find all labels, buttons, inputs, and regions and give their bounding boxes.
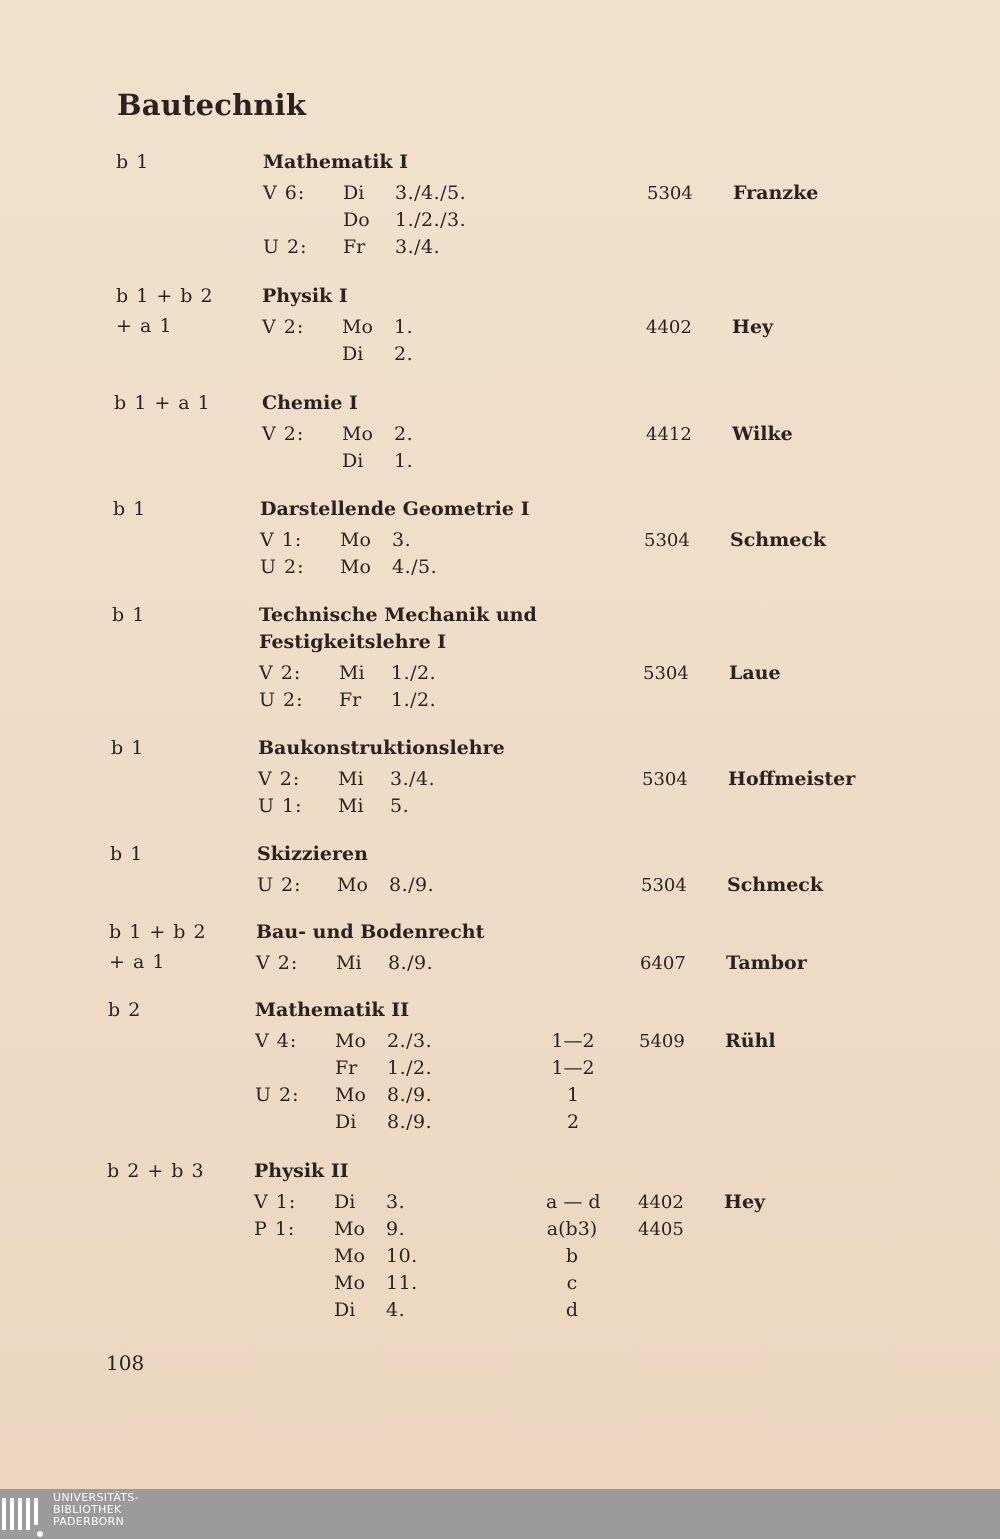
student-group: b 1 xyxy=(113,498,147,520)
room-number: 5304 xyxy=(642,769,688,790)
room-number: 6407 xyxy=(640,953,686,974)
weekday: Mo xyxy=(342,316,373,338)
weekday: Do xyxy=(343,209,370,231)
hour-slots: 1./2. xyxy=(387,1057,433,1079)
course-title: Darstellende Geometrie I xyxy=(260,498,530,520)
student-group: b 2 xyxy=(108,999,142,1021)
hour-slots: 8./9. xyxy=(387,1084,433,1106)
schedule-row xyxy=(262,314,1000,341)
room-number: 5409 xyxy=(639,1031,685,1052)
library-name xyxy=(53,1492,139,1528)
hour-slots: 8./9. xyxy=(388,952,434,974)
weekday: Fr xyxy=(343,236,366,258)
hour-slots: 8./9. xyxy=(387,1111,433,1133)
session-type: P 1: xyxy=(254,1218,296,1240)
library-name-line-1: UNIVERSITÄTS- xyxy=(53,1491,139,1504)
weekday: Mo xyxy=(342,423,373,445)
schedule-row xyxy=(260,554,1000,581)
lecturer-name: Hey xyxy=(724,1191,766,1213)
schedule-row xyxy=(255,1109,1000,1136)
student-group: + a 1 xyxy=(116,315,173,337)
course-title: Skizzieren xyxy=(257,843,368,865)
session-type: V 1: xyxy=(254,1191,297,1213)
student-group: b 1 xyxy=(116,151,150,173)
page-number: 108 xyxy=(106,1351,145,1375)
group-code: d xyxy=(565,1299,579,1321)
session-type: U 2: xyxy=(257,874,302,896)
student-group: b 1 + b 2 xyxy=(116,285,214,307)
weekday: Mi xyxy=(338,768,364,790)
lecturer-name: Schmeck xyxy=(727,874,824,896)
room-number: 5304 xyxy=(643,663,689,684)
course-title: Mathematik I xyxy=(263,151,409,173)
schedule-row xyxy=(258,766,1000,793)
group-code: 1 xyxy=(566,1084,580,1106)
hour-slots: 3./4. xyxy=(395,236,441,258)
library-footer xyxy=(0,1489,1000,1539)
course-title: Physik I xyxy=(262,285,348,307)
lecturer-name: Tambor xyxy=(726,952,807,974)
hour-slots: 3. xyxy=(386,1191,406,1213)
lecturer-name: Wilke xyxy=(732,423,793,445)
session-type: U 2: xyxy=(260,556,305,578)
hour-slots: 4./5. xyxy=(392,556,438,578)
hour-slots: 2. xyxy=(394,343,414,365)
weekday: Di xyxy=(342,450,364,472)
weekday: Mo xyxy=(340,529,371,551)
schedule-row xyxy=(254,1297,1000,1324)
session-type: U 2: xyxy=(259,689,304,711)
schedule-row xyxy=(260,527,1000,554)
lecturer-name: Schmeck xyxy=(730,529,827,551)
schedule-row xyxy=(255,1082,1000,1109)
hour-slots: 1./2./3. xyxy=(395,209,467,231)
hour-slots: 1./2. xyxy=(391,662,437,684)
library-name-line-3: PADERBORN xyxy=(53,1515,125,1528)
schedule-row xyxy=(257,872,1000,899)
weekday: Di xyxy=(343,182,365,204)
group-code: b xyxy=(565,1245,579,1267)
group-code: a(b3) xyxy=(546,1218,598,1240)
schedule-row xyxy=(262,341,1000,368)
student-group: b 1 + a 1 xyxy=(114,392,211,414)
schedule-row xyxy=(254,1216,1000,1243)
room-number: 4402 xyxy=(638,1192,684,1213)
hour-slots: 1./2. xyxy=(391,689,437,711)
weekday: Di xyxy=(334,1299,356,1321)
schedule-row xyxy=(255,1055,1000,1082)
lecturer-name: Hoffmeister xyxy=(728,768,856,790)
schedule-row xyxy=(263,207,1000,234)
weekday: Mi xyxy=(339,662,365,684)
group-code: c xyxy=(566,1272,578,1294)
session-type: V 2: xyxy=(259,662,302,684)
student-group: b 1 xyxy=(111,737,145,759)
hour-slots: 11. xyxy=(386,1272,418,1294)
group-code: 2 xyxy=(566,1111,580,1133)
student-group: b 1 xyxy=(110,843,144,865)
lecturer-name: Hey xyxy=(732,316,774,338)
room-number: 4412 xyxy=(646,424,692,445)
room-number: 5304 xyxy=(641,875,687,896)
course-title: Festigkeitslehre I xyxy=(259,631,447,653)
weekday: Mo xyxy=(340,556,371,578)
room-number: 4405 xyxy=(638,1219,684,1240)
weekday: Mo xyxy=(334,1272,365,1294)
library-logo-icon xyxy=(0,1489,48,1539)
student-group: b 1 + b 2 xyxy=(109,921,207,943)
hour-slots: 5. xyxy=(390,795,410,817)
session-type: U 2: xyxy=(255,1084,300,1106)
hour-slots: 10. xyxy=(386,1245,418,1267)
room-number: 4402 xyxy=(646,317,692,338)
weekday: Mo xyxy=(334,1218,365,1240)
course-title: Technische Mechanik und xyxy=(259,604,537,626)
hour-slots: 3. xyxy=(392,529,412,551)
session-type: V 1: xyxy=(260,529,303,551)
hour-slots: 9. xyxy=(386,1218,406,1240)
hour-slots: 8./9. xyxy=(389,874,435,896)
session-type: V 2: xyxy=(256,952,299,974)
page-title: Bautechnik xyxy=(117,88,307,122)
session-type: V 2: xyxy=(258,768,301,790)
hour-slots: 1. xyxy=(394,316,414,338)
session-type: V 2: xyxy=(262,316,305,338)
schedule-row xyxy=(263,234,1000,261)
weekday: Fr xyxy=(339,689,362,711)
session-type: V 4: xyxy=(255,1030,298,1052)
weekday: Mi xyxy=(338,795,364,817)
session-type: U 2: xyxy=(263,236,308,258)
weekday: Mo xyxy=(335,1084,366,1106)
session-type: V 2: xyxy=(262,423,305,445)
course-title: Mathematik II xyxy=(255,999,409,1021)
hour-slots: 4. xyxy=(386,1299,406,1321)
room-number: 5304 xyxy=(644,530,690,551)
schedule-row xyxy=(263,180,1000,207)
course-title: Chemie I xyxy=(262,392,358,414)
hour-slots: 2./3. xyxy=(387,1030,433,1052)
schedule-row xyxy=(256,950,1000,977)
library-name-line-2: BIBLIOTHEK xyxy=(53,1503,122,1516)
lecturer-name: Rühl xyxy=(725,1030,776,1052)
schedule-row xyxy=(254,1243,1000,1270)
schedule-row xyxy=(258,793,1000,820)
group-code: a — d xyxy=(546,1191,601,1213)
hour-slots: 3./4./5. xyxy=(395,182,467,204)
session-type: V 6: xyxy=(263,182,306,204)
course-title: Physik II xyxy=(254,1160,349,1182)
hour-slots: 1. xyxy=(394,450,414,472)
student-group: + a 1 xyxy=(109,951,166,973)
group-code: 1—2 xyxy=(551,1057,595,1079)
weekday: Mo xyxy=(335,1030,366,1052)
student-group: b 1 xyxy=(112,604,146,626)
schedule-row xyxy=(262,448,1000,475)
course-title: Bau- und Bodenrecht xyxy=(256,921,485,943)
schedule-row xyxy=(262,421,1000,448)
weekday: Di xyxy=(334,1191,356,1213)
schedule-row xyxy=(255,1028,1000,1055)
lecturer-name: Laue xyxy=(729,662,781,684)
weekday: Fr xyxy=(335,1057,358,1079)
group-code: 1—2 xyxy=(551,1030,595,1052)
weekday: Di xyxy=(342,343,364,365)
schedule-row xyxy=(254,1189,1000,1216)
schedule-row xyxy=(259,687,1000,714)
lecturer-name: Franzke xyxy=(733,182,819,204)
weekday: Mi xyxy=(336,952,362,974)
student-group: b 2 + b 3 xyxy=(107,1160,205,1182)
schedule-row xyxy=(259,660,1000,687)
schedule-row xyxy=(254,1270,1000,1297)
course-title: Baukonstruktionslehre xyxy=(258,737,505,759)
hour-slots: 3./4. xyxy=(390,768,436,790)
hour-slots: 2. xyxy=(394,423,414,445)
weekday: Di xyxy=(335,1111,357,1133)
room-number: 5304 xyxy=(647,183,693,204)
weekday: Mo xyxy=(337,874,368,896)
session-type: U 1: xyxy=(258,795,303,817)
weekday: Mo xyxy=(334,1245,365,1267)
